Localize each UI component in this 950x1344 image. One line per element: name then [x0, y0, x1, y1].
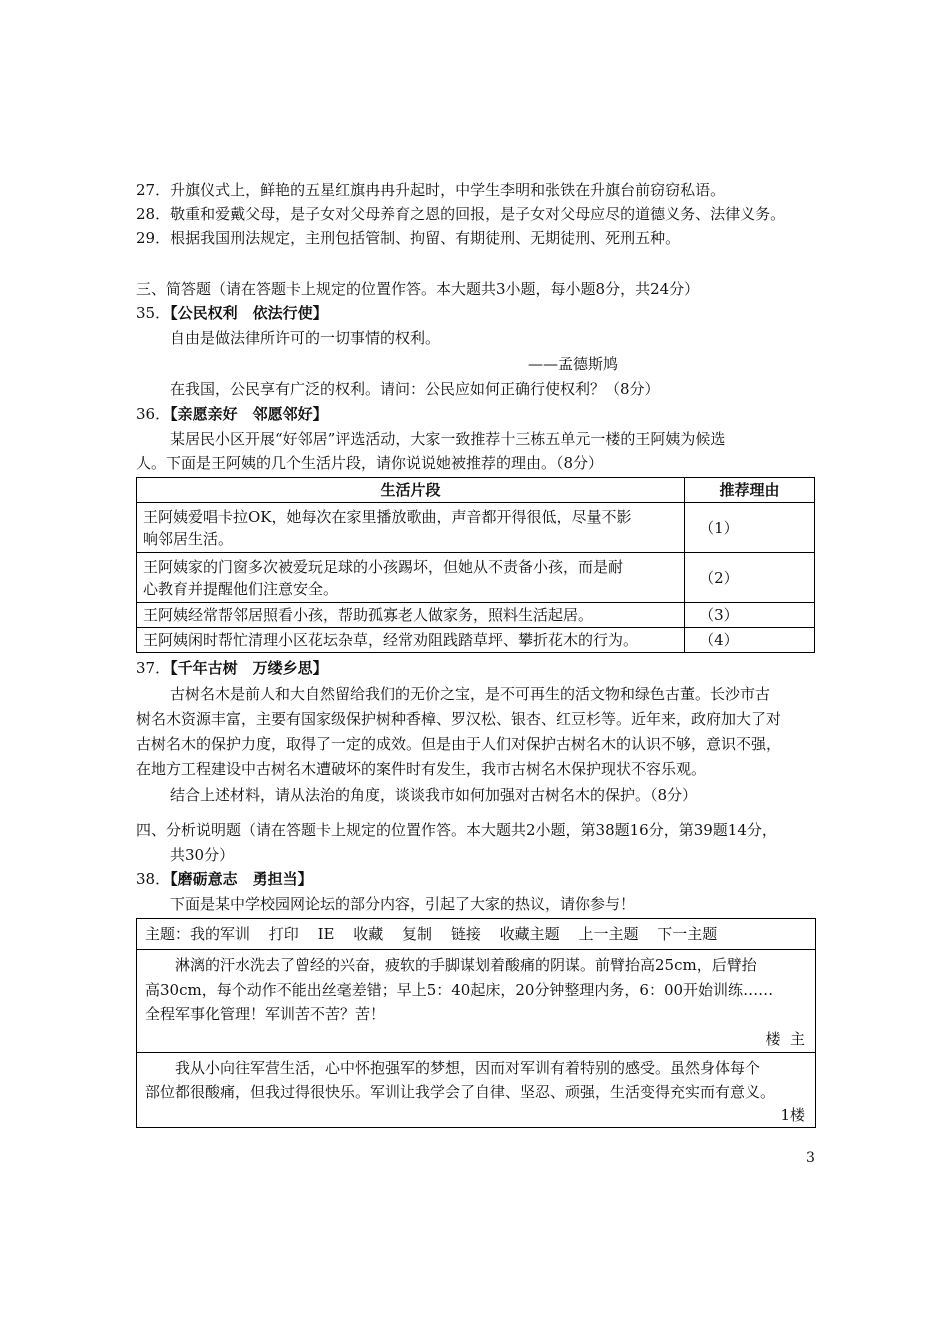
- q36-col-reason: 推荐理由: [685, 478, 815, 503]
- q36-number: 36．: [136, 405, 171, 423]
- table-row: [137, 628, 815, 653]
- favorite-topic-link[interactable]: 收藏主题: [499, 925, 560, 943]
- q36-heading: [136, 403, 328, 425]
- section4-heading-line2: 共30分）: [170, 846, 235, 864]
- life-fragment: 王阿姨爱唱卡拉OK，她每次在家里播放歌曲，声音都开得很低，尽量不影 响邻居生活。: [137, 503, 685, 553]
- print-link[interactable]: 打印: [268, 925, 299, 943]
- life-fragment: 王阿姨闲时帮忙清理小区花坛杂草，经常劝阻践踏草坪、攀折花木的行为。: [137, 628, 685, 653]
- q38-title: 【磨砺意志 勇担当】: [170, 870, 313, 888]
- forum-post-host: [137, 950, 815, 1053]
- reason-cell: （1）: [685, 503, 815, 553]
- forum-toolbar-items: [145, 923, 717, 945]
- q35-quote: 自由是做法律所许可的一切事情的权利。: [170, 329, 441, 347]
- q35-heading: [136, 302, 328, 324]
- q35-title: 【公民权利 依法行使】: [170, 304, 328, 322]
- post2-line2: 部位都很酸痛，但我过得很快乐。军训让我学会了自律、坚忍、顽强，生活变得充实而有意义。: [145, 1083, 776, 1101]
- forum-box: [136, 918, 816, 1128]
- q37-question: 结合上述材料，请从法治的角度，谈谈我市如何加强对古树名木的保护。（8分）: [170, 786, 698, 804]
- table-row: [137, 553, 815, 603]
- forum-post-floor1: [137, 1053, 815, 1127]
- q36-col-life: 生活片段: [137, 478, 685, 503]
- question-29: 29．根据我国刑法规定，主刑包括管制、拘留、有期徒刑、无期徒刑、死刑五种。: [136, 229, 681, 247]
- post1-line3: 全程军事化管理！军训苦不苦？苦！: [145, 1005, 386, 1023]
- post2-signature: 1楼: [780, 1106, 805, 1124]
- q37-paragraph-line4: 在地方工程建设中古树名木遭破坏的案件时有发生，我市古树名木保护现状不容乐观。: [136, 760, 707, 778]
- q37-paragraph-line3: 古树名木的保护力度，取得了一定的成效。但是由于人们对保护古树名木的认识不够，意识不强，: [136, 735, 782, 753]
- life-fragment: 王阿姨家的门窗多次被爱玩足球的小孩踢坏，但她从不责备小孩，而是耐 心教育并提醒他们注意安全。: [137, 553, 685, 603]
- post1-line2: 高30cm，每个动作不能出丝毫差错；早上5：40起床，20分钟整理内务，6：00开始训练……: [145, 981, 774, 999]
- post2-line1: 我从小向往军营生活，心中怀抱强军的梦想，因而对军训有着特别的感受。虽然身体每个: [175, 1059, 761, 1077]
- table-row: [137, 603, 815, 628]
- q37-title: 【千年古树 万缕乡思】: [170, 659, 328, 677]
- post1-line1: 淋漓的汗水洗去了曾经的兴奋，疲软的手脚谋划着酸痛的阴谋。前臂抬高25cm，后臂抬: [175, 956, 757, 974]
- copy-link[interactable]: 复制: [402, 925, 433, 943]
- q36-table-header: [137, 478, 815, 503]
- q37-paragraph-line2: 树名木资源丰富，主要有国家级保护树种香樟、罗汉松、银杏、红豆杉等。近年来，政府加大了对: [136, 710, 782, 728]
- q35-number: 35．: [136, 304, 171, 322]
- reason-cell: （4）: [685, 628, 815, 653]
- q36-title: 【亲愿亲好 邻愿邻好】: [170, 405, 328, 423]
- forum-toolbar: [137, 919, 815, 950]
- post1-signature: 楼 主: [765, 1030, 805, 1048]
- link-link[interactable]: 链接: [450, 925, 481, 943]
- forum-topic: 主题：我的军训: [145, 925, 251, 943]
- q38-heading: [136, 868, 313, 890]
- table-row: [137, 503, 815, 553]
- previous-topic-link[interactable]: 上一主题: [578, 925, 639, 943]
- q36-intro-line2: 人。下面是王阿姨的几个生活片段，请你说说她被推荐的理由。（8分）: [136, 454, 604, 472]
- q36-intro-line1: 某居民小区开展“好邻居”评选活动，大家一致推荐十三栋五单元一楼的王阿姨为候选: [170, 430, 726, 448]
- reason-cell: （2）: [685, 553, 815, 603]
- next-topic-link[interactable]: 下一主题: [657, 925, 718, 943]
- question-28: 28．敬重和爱戴父母，是子女对父母养育之恩的回报，是子女对父母应尽的道德义务、法律义务。: [136, 205, 786, 223]
- section3-heading: 三、简答题（请在答题卡上规定的位置作答。本大题共3小题，每小题8分，共24分）: [136, 280, 700, 298]
- q37-number: 37．: [136, 659, 171, 677]
- q35-question: 在我国，公民享有广泛的权利。请问：公民应如何正确行使权利？（8分）: [170, 380, 660, 398]
- ie-link[interactable]: IE: [317, 925, 335, 943]
- q36-table: [136, 477, 815, 653]
- q37-heading: [136, 657, 328, 679]
- q35-author: ——孟德斯鸠: [528, 355, 619, 373]
- reason-cell: （3）: [685, 603, 815, 628]
- life-fragment: 王阿姨经常帮邻居照看小孩，帮助孤寡老人做家务，照料生活起居。: [137, 603, 685, 628]
- page-number: 3: [806, 1150, 815, 1166]
- q38-number: 38．: [136, 870, 171, 888]
- q38-intro: 下面是某中学校园网论坛的部分内容，引起了大家的热议，请你参与！: [170, 895, 636, 913]
- section4-heading-line1: 四、分析说明题（请在答题卡上规定的位置作答。本大题共2小题，第38题16分，第39题14分，: [136, 821, 777, 839]
- favorite-link[interactable]: 收藏: [353, 925, 384, 943]
- q37-paragraph-line1: 古树名木是前人和大自然留给我们的无价之宝，是不可再生的活文物和绿色古董。长沙市古: [170, 685, 771, 703]
- question-27: 27．升旗仪式上，鲜艳的五星红旗冉冉升起时，中学生李明和张铁在升旗台前窃窃私语。: [136, 181, 726, 199]
